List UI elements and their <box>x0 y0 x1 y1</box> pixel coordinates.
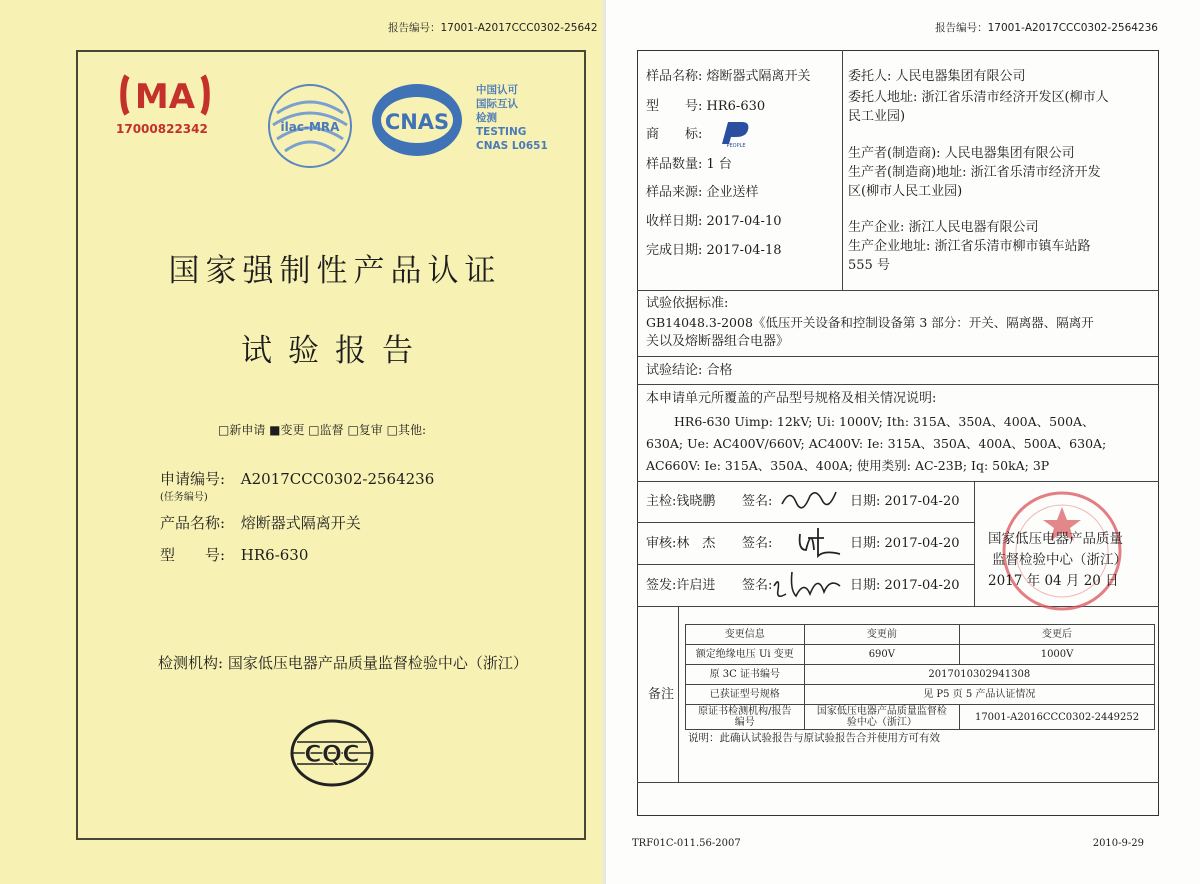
footer-date: 2010-9-29 <box>1092 838 1144 849</box>
date-value: 2017-04-20 <box>884 536 960 551</box>
report-number: 报告编号：17001-A2017CCC0302-2564236 <box>935 22 1158 34</box>
sample-name-value: 熔断器式隔离开关 <box>706 69 811 84</box>
coverage-line1: HR6-630 Uimp: 12kV; Ui: 1000V; Ith: 315A、350A、400A、500A、 <box>674 414 1095 429</box>
table-cell: 17001-A2016CCC0302-2449252 <box>960 705 1155 730</box>
model-row <box>646 98 765 116</box>
inspector-label: 主检: <box>646 494 677 509</box>
cnas-logo-text: CNAS <box>384 110 450 134</box>
cqc-logo <box>289 718 375 788</box>
remark-note: 说明：此确认试验报告与原试验报告合并使用方可有效 <box>688 732 940 744</box>
model-label: 型 号: <box>160 546 226 564</box>
sample-name-label: 样品名称: <box>646 69 703 84</box>
conclusion-value: 合格 <box>706 363 733 378</box>
ilac-mra-logo <box>267 83 353 169</box>
cover-report-number: 报告编号：17001-A2017CCC0302-25642 <box>388 22 598 34</box>
cnas-logo <box>370 82 464 158</box>
reviewer-row <box>646 535 715 553</box>
model-value: HR6-630 <box>240 546 309 564</box>
table-header: 变更后 <box>960 625 1155 645</box>
table-cell: 2017010302941308 <box>804 665 1154 685</box>
inspector-date-row <box>850 493 959 511</box>
application-number-row <box>160 468 434 489</box>
cnas-line: 中国认可 <box>476 84 518 96</box>
cnas-line: 国际互认 <box>476 98 518 110</box>
table-cell: 1000V <box>960 645 1155 665</box>
table-cell: 已获证型号规格 <box>686 685 805 705</box>
table-cell <box>686 705 805 730</box>
table-row <box>686 685 1155 705</box>
conclusion-label: 试验结论: <box>646 363 703 378</box>
table-row <box>686 665 1155 685</box>
divider <box>974 481 975 606</box>
application-type-options: □新申请 ■变更 □监督 □复审 □其他: <box>218 423 426 437</box>
ilac-text: ilac-MRA <box>280 120 340 134</box>
center-line1: 国家低压电器产品质量 <box>988 531 1123 547</box>
maker-address-line2: 区(柳市人民工业园) <box>848 184 963 199</box>
report-page <box>606 0 1200 884</box>
inspector-sign-label: 签名: <box>742 494 773 509</box>
cqc-logo-text: CQC <box>304 740 360 768</box>
date-value: 2017-04-20 <box>884 494 960 509</box>
cover-title: 国家强制性产品认证 <box>168 253 502 289</box>
client-address-row <box>848 89 1109 107</box>
remark-label: 备注 <box>648 687 675 702</box>
sample-name-row <box>646 68 811 86</box>
date-value: 2017-04-20 <box>884 578 960 593</box>
client-address-line2: 民工业园) <box>848 109 906 124</box>
cell-line: 编号 <box>734 717 755 728</box>
cell-line: 国家低压电器产品质量监督检 <box>816 706 947 717</box>
task-number-label: (任务编号) <box>160 492 208 503</box>
inspector-row <box>646 493 715 511</box>
divider <box>637 564 974 565</box>
maker-row <box>848 145 1075 163</box>
coverage-line3: AC660V: Ie: 315A、350A、400A; 使用类别: AC-23B; Iq: 50kA; 3P <box>646 458 1050 473</box>
factory-address-line2: 555 号 <box>848 258 890 273</box>
institution-label: 检测机构: <box>158 654 224 672</box>
model-label: 型 号: <box>646 99 703 114</box>
coverage-title: 本申请单元所覆盖的产品型号规格及相关情况说明: <box>646 391 937 406</box>
change-table <box>685 624 1155 730</box>
footer-code: TRF01C-011.56-2007 <box>632 838 741 849</box>
received-date-row <box>646 213 781 231</box>
divider <box>842 50 843 290</box>
table-header: 变更信息 <box>686 625 805 645</box>
ma-logo-text: MA <box>134 77 196 117</box>
issuer-signature <box>766 566 846 606</box>
institution-value: 国家低压电器产品质量监督检验中心（浙江） <box>227 654 528 672</box>
people-brand-logo <box>716 120 756 148</box>
standard-label: 试验依据标准: <box>646 296 729 311</box>
maker-address-row <box>848 164 1101 182</box>
ma-number: 17000822342 <box>116 122 208 136</box>
product-name-value: 熔断器式隔离开关 <box>240 514 361 532</box>
factory-row <box>848 219 1039 237</box>
reviewer-signature <box>794 520 846 560</box>
divider <box>637 290 1159 291</box>
factory-label: 生产企业: <box>848 220 905 235</box>
maker-label: 生产者(制造商): <box>848 146 941 161</box>
quantity-value: 1 台 <box>706 157 732 172</box>
application-number-label: 申请编号: <box>160 470 226 488</box>
maker-value: 人民电器集团有限公司 <box>944 146 1075 161</box>
table-header: 变更前 <box>804 625 959 645</box>
cover-subtitle: 试验报告 <box>241 333 429 369</box>
conclusion-row <box>646 362 733 380</box>
table-row <box>686 705 1155 730</box>
completed-value: 2017-04-18 <box>706 243 782 258</box>
cnas-line: CNAS L0651 <box>476 140 548 152</box>
completed-label: 完成日期: <box>646 243 703 258</box>
testing-institution-row <box>158 652 528 673</box>
model-row <box>160 544 308 565</box>
cell-line: 验中心（浙江） <box>846 717 917 728</box>
cnas-line: TESTING <box>476 126 527 138</box>
product-name-label: 产品名称: <box>160 514 226 532</box>
issuer-date-row <box>850 577 959 595</box>
date-label: 日期: <box>850 494 881 509</box>
ma-logo <box>119 72 211 118</box>
standard-line2: 关以及熔断器组合电器》 <box>646 334 790 349</box>
cnas-line: 检测 <box>476 112 497 124</box>
table-row <box>686 625 1155 645</box>
application-number-value: A2017CCC0302-2564236 <box>240 470 435 488</box>
client-value: 人民电器集团有限公司 <box>895 69 1026 84</box>
reviewer-date-row <box>850 535 959 553</box>
cnas-accreditation-text <box>476 83 548 153</box>
client-row <box>848 68 1026 86</box>
inspector-signature <box>778 484 840 512</box>
reviewer-sign-label: 签名: <box>742 536 773 551</box>
divider <box>637 356 1159 357</box>
issuer-row <box>646 577 715 595</box>
reviewer-label: 审核: <box>646 536 677 551</box>
divider <box>637 481 1159 482</box>
received-value: 2017-04-10 <box>706 214 782 229</box>
client-address-value: 浙江省乐清市经济开发区(柳市人 <box>921 90 1109 105</box>
source-value: 企业送样 <box>706 185 759 200</box>
center-line2: 监督检验中心（浙江） <box>992 552 1127 568</box>
coverage-line2: 630A; Ue: AC400V/660V; AC400V: Ie: 315A、350A、400A、500A、630A; <box>646 436 1107 451</box>
brand-row <box>646 126 702 144</box>
factory-address-value: 浙江省乐清市柳市镇车站路 <box>934 239 1091 254</box>
issuer-label: 签发: <box>646 578 677 593</box>
source-label: 样品来源: <box>646 185 703 200</box>
table-cell <box>804 705 959 730</box>
maker-address-label: 生产者(制造商)地址: <box>848 165 967 180</box>
table-cell: 690V <box>804 645 959 665</box>
divider <box>637 782 1159 783</box>
inspector-name: 钱晓鹏 <box>676 494 716 509</box>
table-cell: 原 3C 证书编号 <box>686 665 805 685</box>
completed-date-row <box>646 242 781 260</box>
quantity-row <box>646 156 732 174</box>
brand-label: 商 标: <box>646 127 703 142</box>
factory-address-label: 生产企业地址: <box>848 239 931 254</box>
date-label: 日期: <box>850 578 881 593</box>
maker-address-value: 浙江省乐清市经济开发 <box>970 165 1101 180</box>
standard-line1: GB14048.3-2008《低压开关设备和控制设备第 3 部分：开关、隔离器、隔离开 <box>646 315 1094 330</box>
issuer-sign-label: 签名: <box>742 578 773 593</box>
cell-line: 原证书检测机构/报告 <box>698 706 792 717</box>
factory-address-row <box>848 238 1091 256</box>
model-value: HR6-630 <box>706 99 766 114</box>
table-cell: 见 P5 页 5 产品认证情况 <box>804 685 1154 705</box>
product-name-row <box>160 512 361 533</box>
brand-logo-text: PEOPLE <box>726 143 746 148</box>
divider <box>678 606 679 782</box>
quantity-label: 样品数量: <box>646 157 703 172</box>
reviewer-name: 林 杰 <box>676 536 716 551</box>
center-date: 2017 年 04 月 20 日 <box>988 573 1119 589</box>
table-row <box>686 645 1155 665</box>
divider <box>637 384 1159 385</box>
source-row <box>646 184 759 202</box>
table-cell: 额定绝缘电压 Ui 变更 <box>686 645 805 665</box>
client-label: 委托人: <box>848 69 892 84</box>
received-label: 收样日期: <box>646 214 703 229</box>
factory-value: 浙江人民电器有限公司 <box>908 220 1039 235</box>
client-address-label: 委托人地址: <box>848 90 918 105</box>
date-label: 日期: <box>850 536 881 551</box>
issuer-name: 许启进 <box>676 578 716 593</box>
